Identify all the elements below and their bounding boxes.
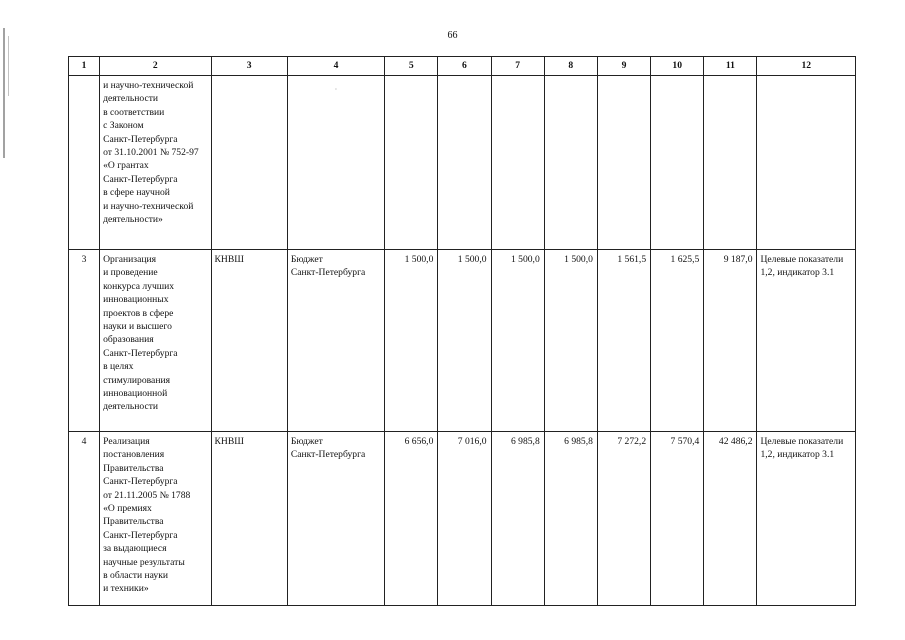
value-col-11: 9 187,0 — [704, 250, 757, 432]
value-col-6 — [438, 76, 491, 250]
value-col-5 — [385, 76, 438, 250]
col-header-12: 12 — [757, 57, 856, 76]
col-header-7: 7 — [491, 57, 544, 76]
value-col-10: 1 625,5 — [651, 250, 704, 432]
value-col-8 — [544, 76, 597, 250]
col-header-8: 8 — [544, 57, 597, 76]
funding-source — [287, 76, 384, 250]
value-col-5: 6 656,0 — [385, 432, 438, 606]
executor: КНВШ — [211, 432, 287, 606]
row-number — [69, 76, 100, 250]
col-header-4: 4 — [287, 57, 384, 76]
value-col-11: 42 486,2 — [704, 432, 757, 606]
value-col-9: 1 561,5 — [597, 250, 650, 432]
scan-speck: · — [334, 85, 338, 94]
table-row — [69, 76, 856, 250]
scan-edge-mark — [3, 28, 5, 158]
value-col-10 — [651, 76, 704, 250]
col-header-6: 6 — [438, 57, 491, 76]
table-header-row — [69, 57, 856, 76]
col-header-9: 9 — [597, 57, 650, 76]
table-row — [69, 432, 856, 606]
value-col-7: 6 985,8 — [491, 432, 544, 606]
funding-source: Бюджет Санкт-Петербурга — [287, 432, 384, 606]
col-header-3: 3 — [211, 57, 287, 76]
scan-edge-mark-secondary — [8, 36, 9, 96]
target-indicators: Целевые показатели 1,2, индикатор 3.1 — [757, 250, 856, 432]
value-col-8: 6 985,8 — [544, 432, 597, 606]
funding-source: Бюджет Санкт-Петербурга — [287, 250, 384, 432]
activity-name: Реализация постановления Правительства Санкт-Петербурга от 21.11.2005 № 1788 «О премиях Правительства Санкт-Петербурга за выдающиеся научные результаты в области науки и техники» — [100, 432, 211, 606]
program-activities-table — [68, 56, 856, 606]
activity-name: Организация и проведение конкурса лучших инновационных проектов в сфере науки и высшего образования Санкт-Петербурга в целях стимулирования инновационной деятельности — [100, 250, 211, 432]
value-col-7: 1 500,0 — [491, 250, 544, 432]
target-indicators — [757, 76, 856, 250]
value-col-6: 7 016,0 — [438, 432, 491, 606]
col-header-10: 10 — [651, 57, 704, 76]
value-col-7 — [491, 76, 544, 250]
executor: КНВШ — [211, 250, 287, 432]
row-number: 3 — [69, 250, 100, 432]
value-col-9 — [597, 76, 650, 250]
value-col-10: 7 570,4 — [651, 432, 704, 606]
value-col-6: 1 500,0 — [438, 250, 491, 432]
col-header-11: 11 — [704, 57, 757, 76]
table-row — [69, 250, 856, 432]
page-number: 66 — [447, 30, 458, 41]
row-number: 4 — [69, 432, 100, 606]
value-col-8: 1 500,0 — [544, 250, 597, 432]
value-col-9: 7 272,2 — [597, 432, 650, 606]
executor — [211, 76, 287, 250]
value-col-11 — [704, 76, 757, 250]
target-indicators: Целевые показатели 1,2, индикатор 3.1 — [757, 432, 856, 606]
col-header-2: 2 — [100, 57, 211, 76]
activity-name: и научно-технической деятельности в соответствии с Законом Санкт-Петербурга от 31.10.2001 № 752-97 «О грантах Санкт-Петербурга в сфере научной и научно-технической деятельности» — [100, 76, 211, 250]
value-col-5: 1 500,0 — [385, 250, 438, 432]
col-header-5: 5 — [385, 57, 438, 76]
col-header-1: 1 — [69, 57, 100, 76]
